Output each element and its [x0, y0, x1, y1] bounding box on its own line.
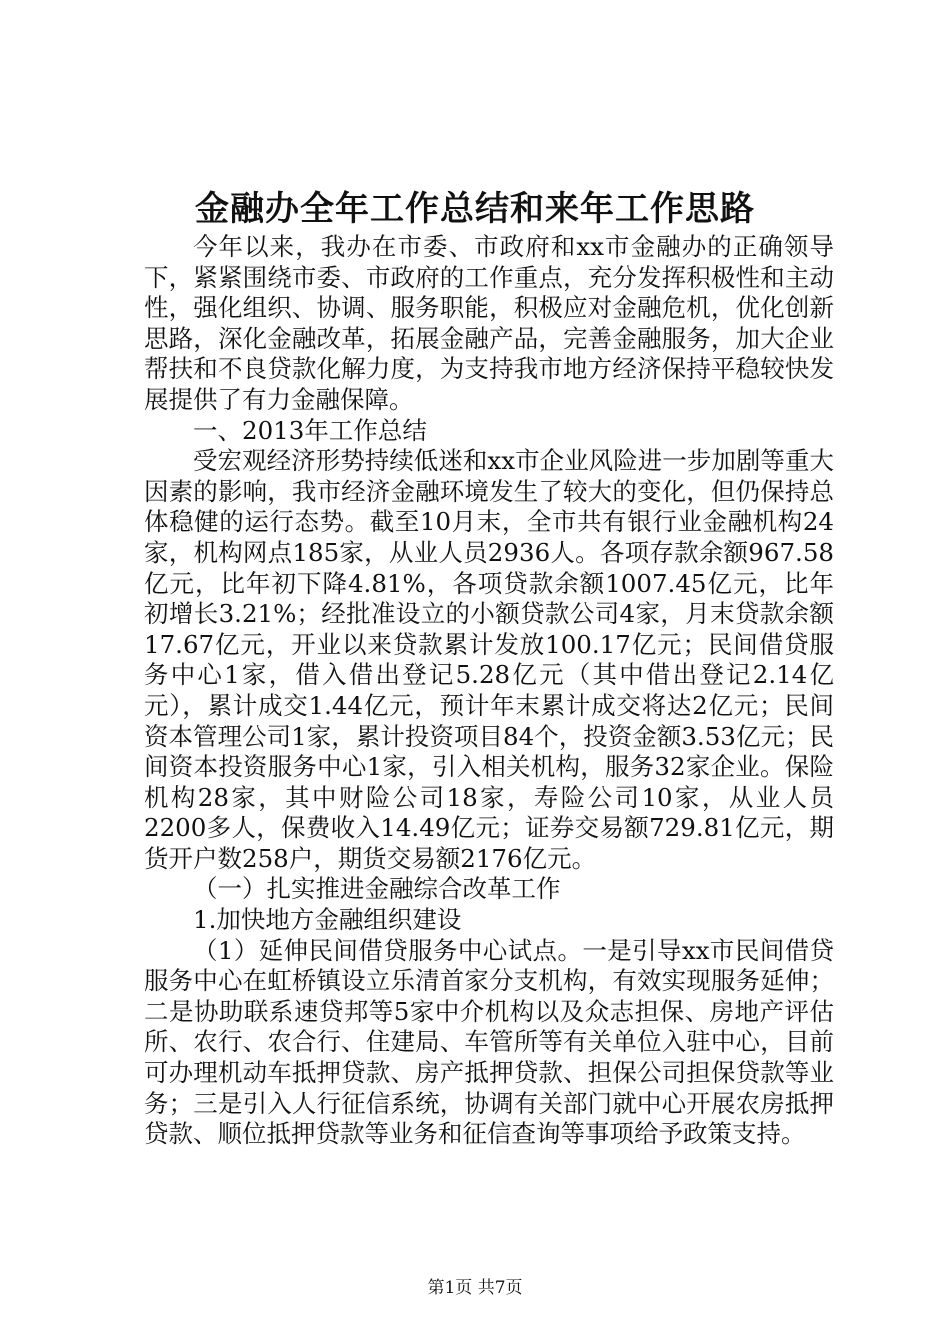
subsection-heading: （一）扎实推进金融综合改革工作: [193, 874, 561, 904]
section-heading: 一、2013年工作总结: [193, 415, 427, 445]
intro-paragraph: 今年以来，我办在市委、市政府和xx市金融办的正确领导下，紧紧围绕市委、市政府的工作重点，充分发挥积极性和主动性，强化组织、协调、服务职能，积极应对金融危机，优化创新思路，深化金融改革，拓展金融产品，完善金融服务，加大企业帮扶和不良贷款化解力度，为支持我市地方经济保持平稳较快发展提供了有力金融保障。: [144, 232, 834, 414]
item-heading: 1.加快地方金融组织建设: [193, 905, 462, 935]
document-body: [144, 232, 834, 1150]
summary-paragraph: 受宏观经济形势持续低迷和xx市企业风险进一步加剧等重大因素的影响，我市经济金融环境发生了较大的变化，但仍保持总体稳健的运行态势。截至10月末，全市共有银行业金融机构24家，机构网点185家，从业人员2936人。各项存款余额967.58亿元，比年初下降4.81%，各项贷款余额1007.45亿元，比年初增长3.21%；经批准设立的小额贷款公司4家，月末贷款余额17.67亿元，开业以来贷款累计发放100.17亿元；民间借贷服务中心1家，借入借出登记5.28亿元（其中借出登记2.14亿元），累计成交1.44亿元，预计年末累计成交将达2亿元；民间资本管理公司1家，累计投资项目84个，投资金额3.53亿元；民间资本投资服务中心1家，引入相关机构，服务32家企业。保险机构28家，其中财险公司18家，寿险公司10家，从业人员2200多人，保费收入14.49亿元；证券交易额729.81亿元，期货开户数258户，期货交易额2176亿元。: [144, 446, 834, 873]
item-paragraph: （1）延伸民间借贷服务中心试点。一是引导xx市民间借贷服务中心在虹桥镇设立乐清首家分支机构，有效实现服务延伸；二是协助联系速贷邦等5家中介机构以及众志担保、房地产评估所、农行、农合行、住建局、车管所等有关单位入驻中心，目前可办理机动车抵押贷款、房产抵押贷款、担保公司担保贷款等业务；三是引入人行征信系统，协调有关部门就中心开展农房抵押贷款、顺位抵押贷款等业务和征信查询等事项给予政策支持。: [144, 935, 834, 1149]
document-title: 金融办全年工作总结和来年工作思路: [195, 189, 755, 229]
page-number: 第1页 共7页: [427, 1278, 523, 1298]
